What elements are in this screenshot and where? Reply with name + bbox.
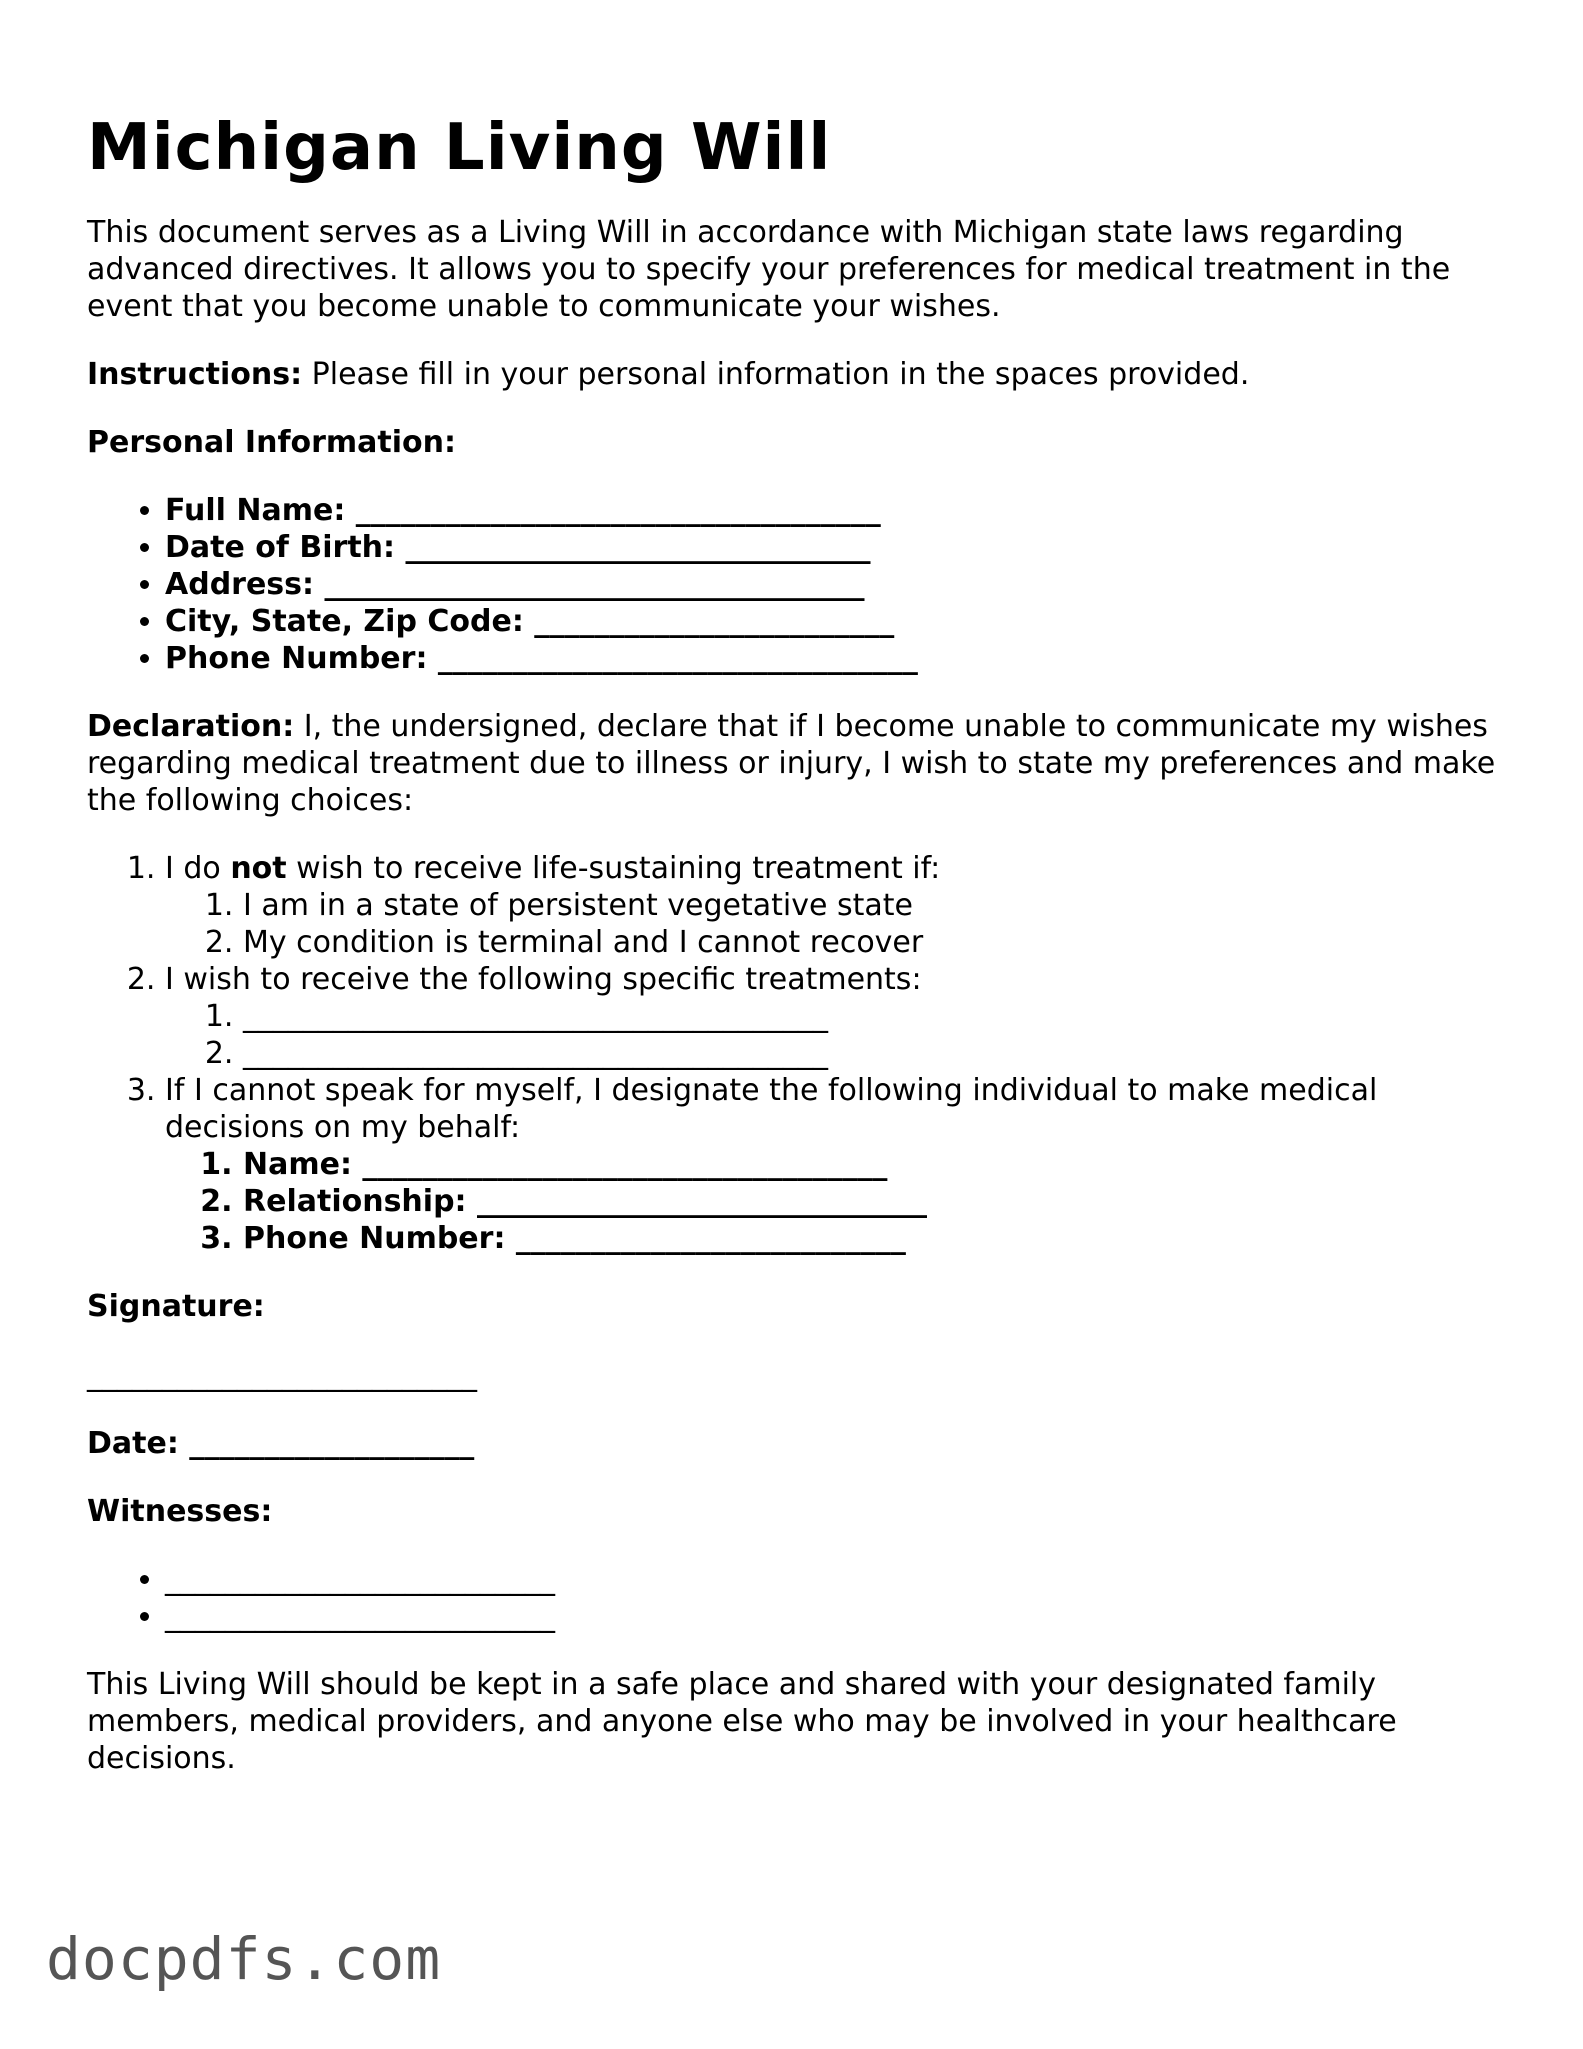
agent-name-field[interactable] xyxy=(243,1146,1507,1183)
date-label: Date: xyxy=(87,1426,179,1461)
choice-1-sublist xyxy=(165,887,1507,961)
choice-1-emphasis: not xyxy=(230,851,287,886)
choice-3-text: If I cannot speak for myself, I designate the following individual to make medical decisions on my behalf: xyxy=(165,1073,1378,1145)
choice-1-subitem: 2. My condition is terminal and I cannot recover xyxy=(243,924,1507,961)
choice-item-3 xyxy=(165,1072,1507,1257)
choice-1-prefix: I do xyxy=(165,851,231,886)
agent-name-blank[interactable]: ___________________________________ xyxy=(351,1147,888,1182)
witnesses-list xyxy=(87,1561,1507,1635)
agent-relationship-blank[interactable]: ______________________________ xyxy=(466,1184,927,1219)
instructions-label: Instructions: xyxy=(87,357,303,392)
date-field[interactable] xyxy=(87,1425,1507,1462)
choice-item-1 xyxy=(165,850,1507,961)
agent-relationship-label: Relationship: xyxy=(243,1184,467,1219)
address-blank[interactable]: ____________________________________ xyxy=(314,567,865,602)
treatment-blank[interactable]: 2. _______________________________________ xyxy=(243,1035,1507,1072)
document-page xyxy=(87,108,1507,1808)
address-label: Address: xyxy=(165,567,315,602)
date-of-birth-field[interactable] xyxy=(165,529,1507,566)
full-name-field[interactable] xyxy=(165,492,1507,529)
choice-1-subitem: 1. I am in a state of persistent vegetative state xyxy=(243,887,1507,924)
date-blank[interactable]: ___________________ xyxy=(178,1426,475,1461)
agent-relationship-field[interactable] xyxy=(243,1183,1507,1220)
phone-number-blank[interactable]: ________________________________ xyxy=(427,641,918,676)
choice-3-sublist xyxy=(165,1146,1507,1257)
agent-phone-label: Phone Number: xyxy=(243,1221,506,1256)
declaration-paragraph xyxy=(87,708,1507,819)
treatment-blank[interactable]: 1. _______________________________________ xyxy=(243,998,1507,1035)
phone-number-label: Phone Number: xyxy=(165,641,428,676)
personal-info-heading: Personal Information: xyxy=(87,425,456,460)
instructions-text: Please fill in your personal information in the spaces provided. xyxy=(302,357,1250,392)
date-of-birth-blank[interactable]: _______________________________ xyxy=(395,530,871,565)
address-field[interactable] xyxy=(165,566,1507,603)
signature-heading: Signature: xyxy=(87,1289,265,1324)
witness-line[interactable]: • __________________________ xyxy=(165,1598,1507,1635)
city-state-zip-field[interactable] xyxy=(165,603,1507,640)
agent-phone-blank[interactable]: __________________________ xyxy=(505,1221,906,1256)
closing-paragraph: This Living Will should be kept in a safe place and shared with your designated family members, medical providers, and anyone else who may be involved in your healthcare decisions. xyxy=(87,1667,1397,1776)
choice-2-sublist xyxy=(165,998,1507,1072)
signature-line[interactable]: __________________________ xyxy=(87,1358,477,1393)
personal-info-list xyxy=(87,492,1507,677)
choices-list xyxy=(87,850,1507,1257)
witness-line[interactable]: • __________________________ xyxy=(165,1561,1507,1598)
choice-1-suffix: wish to receive life-sustaining treatment if: xyxy=(286,851,941,886)
agent-name-label: Name: xyxy=(243,1147,352,1182)
agent-phone-field[interactable] xyxy=(243,1220,1507,1257)
intro-paragraph: This document serves as a Living Will in accordance with Michigan state laws regarding advanced directives. It allows you to specify your preferences for medical treatment in the event that you become unable to communicate your wishes. xyxy=(87,215,1451,324)
full-name-blank[interactable]: ___________________________________ xyxy=(345,493,881,528)
phone-number-field[interactable] xyxy=(165,640,1507,677)
declaration-text: I, the undersigned, declare that if I become unable to communicate my wishes regarding medical treatment due to illness or injury, I wish to state my preferences and make the following choices: xyxy=(87,709,1496,818)
declaration-label: Declaration: xyxy=(87,709,295,744)
date-of-birth-label: Date of Birth: xyxy=(165,530,396,565)
choice-2-text: I wish to receive the following specific treatments: xyxy=(165,962,922,997)
document-title: Michigan Living Will xyxy=(87,111,832,185)
witnesses-heading: Witnesses: xyxy=(87,1494,273,1529)
city-state-zip-blank[interactable]: ________________________ xyxy=(523,604,895,639)
full-name-label: Full Name: xyxy=(165,493,346,528)
watermark-logo: docpdfs.com xyxy=(46,1925,442,1993)
city-state-zip-label: City, State, Zip Code: xyxy=(165,604,524,639)
choice-item-2 xyxy=(165,961,1507,1072)
instructions-paragraph xyxy=(87,356,1507,393)
